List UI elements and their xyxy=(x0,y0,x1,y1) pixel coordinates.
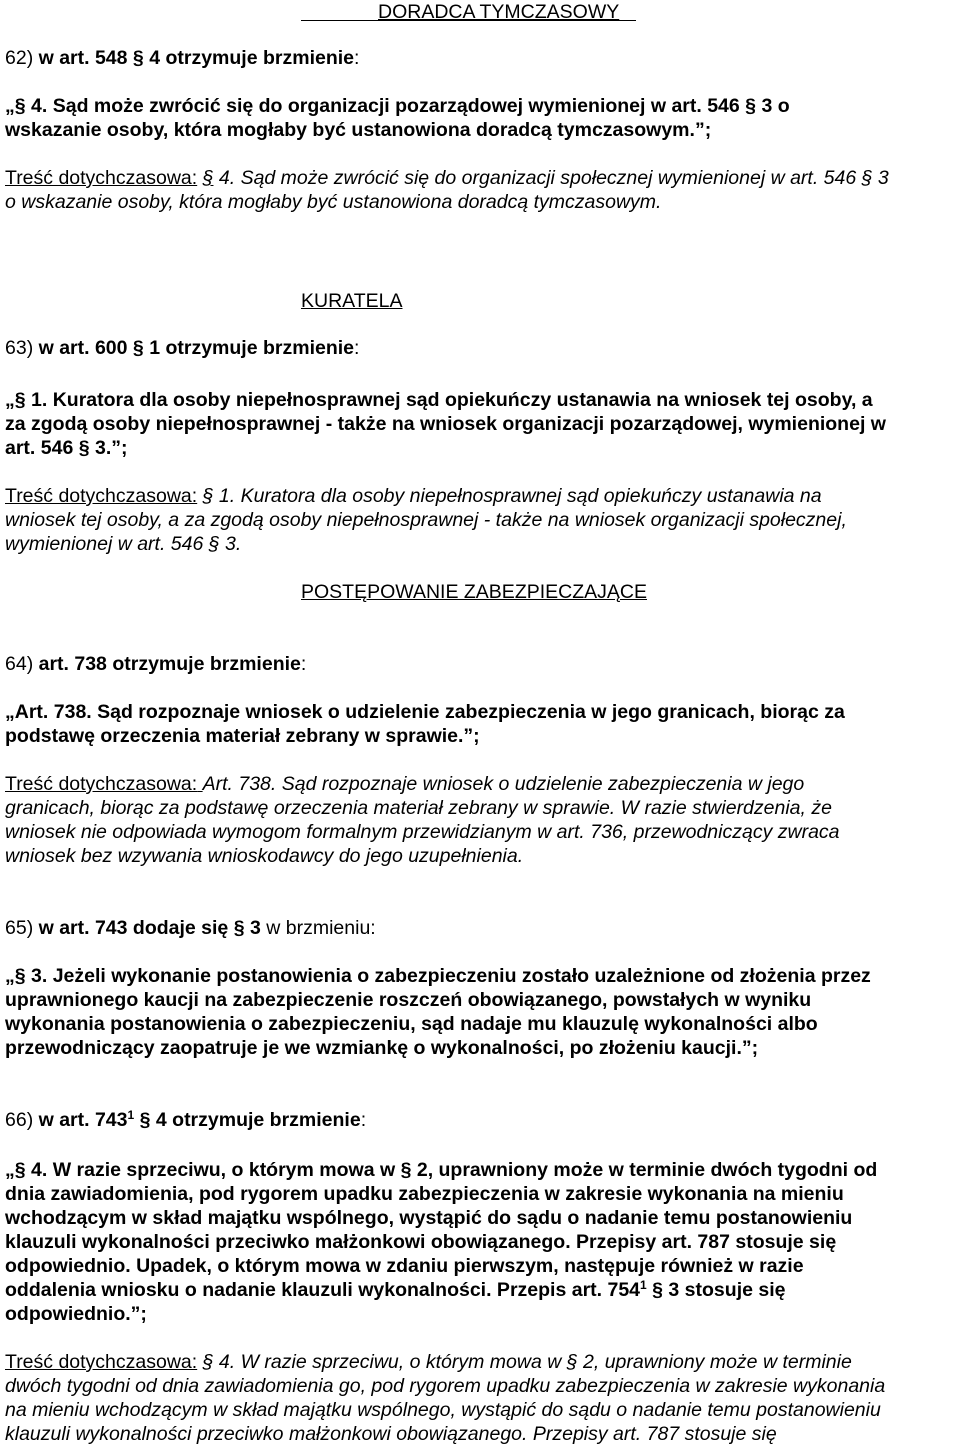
item-63-intro: 63) w art. 600 § 1 otrzymuje brzmienie: xyxy=(5,337,360,359)
item-62-old-text: Treść dotychczasowa: § 4. Sąd może zwrócić się do organizacji społecznej wymienionej w art. 546 § 3 xyxy=(5,167,889,189)
item-65-intro: 65) w art. 743 dodaje się § 3 w brzmieniu: xyxy=(5,917,376,939)
heading-postepowanie: POSTĘPOWANIE ZABEZPIECZAJĄCE xyxy=(301,581,648,603)
item-66-new-text-4: klauzuli wykonalności przeciwko małżonkowi obowiązanego. Przepisy art. 787 stosuje się xyxy=(5,1231,837,1253)
item-64-new-text: „Art. 738. Sąd rozpoznaje wniosek o udzielenie zabezpieczenia w jego granicach, biorąc za xyxy=(5,701,845,723)
heading-kuratela: KURATELA xyxy=(301,290,403,312)
item-65-new-text-2: uprawnionego kaucji na zabezpieczenie roszczeń obowiązanego, powstałych w wyniku xyxy=(5,989,812,1011)
item-63-old-text: Treść dotychczasowa: § 1. Kuratora dla osoby niepełnosprawnej sąd opiekuńczy ustanawia na xyxy=(5,485,822,507)
item-66-new-text-3: wchodzącym w skład majątku wspólnego, wystąpić do sądu o nadanie temu postanowieniu xyxy=(5,1207,853,1229)
item-64-old-text: Treść dotychczasowa: Art. 738. Sąd rozpoznaje wniosek o udzielenie zabezpieczenia w jego xyxy=(5,773,805,795)
item-63-new-text-2: za zgodą osoby niepełnosprawnej - także na wniosek organizacji pozarządowej, wymienionej w xyxy=(5,413,886,435)
item-63-old-text-2: wniosek tej osoby, a za zgodą osoby niepełnosprawnej - także na wniosek organizacji społecznej, xyxy=(5,509,847,531)
item-65-new-text-3: wykonania postanowienia o zabezpieczeniu, sąd nadaje mu klauzulę wykonalności albo xyxy=(5,1013,818,1035)
item-63-new-text-3: art. 546 § 3.”; xyxy=(5,437,128,459)
item-64-old-text-4: wniosek bez wzywania wnioskodawcy do jego uzupełnienia. xyxy=(5,845,524,867)
item-65-new-text: „§ 3. Jeżeli wykonanie postanowienia o zabezpieczeniu zostało uzależnione od złożenia przez xyxy=(5,965,871,987)
item-66-new-text: „§ 4. W razie sprzeciwu, o którym mowa w § 2, uprawniony może w terminie dwóch tygodni od xyxy=(5,1159,878,1181)
item-62-old-text-2: o wskazanie osoby, która mogłaby być ustanowiona doradcą tymczasowym. xyxy=(5,191,662,213)
item-66-old-text-2: dwóch tygodni od dnia zawiadomienia go, pod rygorem upadku zabezpieczenia w zakresie wykonania xyxy=(5,1375,886,1397)
tresc-label: Treść dotychczasowa: xyxy=(5,167,198,189)
heading-doradca: DORADCA TYMCZASOWY xyxy=(378,1,620,23)
item-64-old-text-2: granicach, biorąc za podstawę orzeczenia materiał zebrany w sprawie. W razie stwierdzenia, że xyxy=(5,797,832,819)
item-65-new-text-4: przewodniczący zaopatruje je we wzmiankę o wykonalności, po złożeniu kaucji.”; xyxy=(5,1037,759,1059)
item-62-intro: 62) w art. 548 § 4 otrzymuje brzmienie: xyxy=(5,47,360,69)
item-64-new-text-2: podstawę orzeczenia materiał zebrany w sprawie.”; xyxy=(5,725,480,747)
item-66-new-text-7: odpowiednio.”; xyxy=(5,1303,147,1325)
tresc-label: Treść dotychczasowa: xyxy=(5,485,198,507)
item-66-intro: 66) w art. $743^1$ § 4 otrzymuje brzmienie: xyxy=(5,1108,367,1131)
item-62-new-text: „§ 4. Sąd może zwrócić się do organizacji pozarządowej wymienionej w art. 546 § 3 o xyxy=(5,95,790,117)
item-63-old-text-3: wymienionej w art. 546 § 3. xyxy=(5,533,242,555)
item-66-new-text-2: dnia zawiadomienia, pod rygorem upadku zabezpieczenia w zakresie wykonania na mieniu xyxy=(5,1183,844,1205)
item-63-new-text: „§ 1. Kuratora dla osoby niepełnosprawnej sąd opiekuńczy ustanawia na wniosek tej osoby, a xyxy=(5,389,873,411)
item-64-intro: 64) art. 738 otrzymuje brzmienie: xyxy=(5,653,307,675)
tresc-label: Treść dotychczasowa: xyxy=(5,773,198,795)
item-66-old-text: Treść dotychczasowa: § 4. W razie sprzeciwu, o którym mowa w § 2, uprawniony może w terminie xyxy=(5,1351,852,1373)
item-66-old-text-3: na mieniu wchodzącym w skład majątku wspólnego, wystąpić do sądu o nadanie temu postanowieniu xyxy=(5,1399,881,1421)
item-66-new-text-5: odpowiednio. Upadek, o którym mowa w zdaniu pierwszym, następuje również w razie xyxy=(5,1255,804,1277)
item-64-old-text-3: wniosek nie odpowiada wymogom formalnym przewidzianym w art. 736, przewodniczący zwraca xyxy=(5,821,840,843)
item-62-new-text-2: wskazanie osoby, która mogłaby być ustanowiona doradcą tymczasowym.”; xyxy=(5,119,712,141)
item-66-old-text-4: klauzuli wykonalności przeciwko małżonkowi obowiązanego. Przepisy art. 787 stosuje się xyxy=(5,1423,777,1445)
tresc-label: Treść dotychczasowa: xyxy=(5,1351,198,1373)
item-66-new-text-6: oddalenia wniosku o nadanie klauzuli wykonalności. Przepis art. $754^1$ § 3 stosuje się xyxy=(5,1278,786,1301)
